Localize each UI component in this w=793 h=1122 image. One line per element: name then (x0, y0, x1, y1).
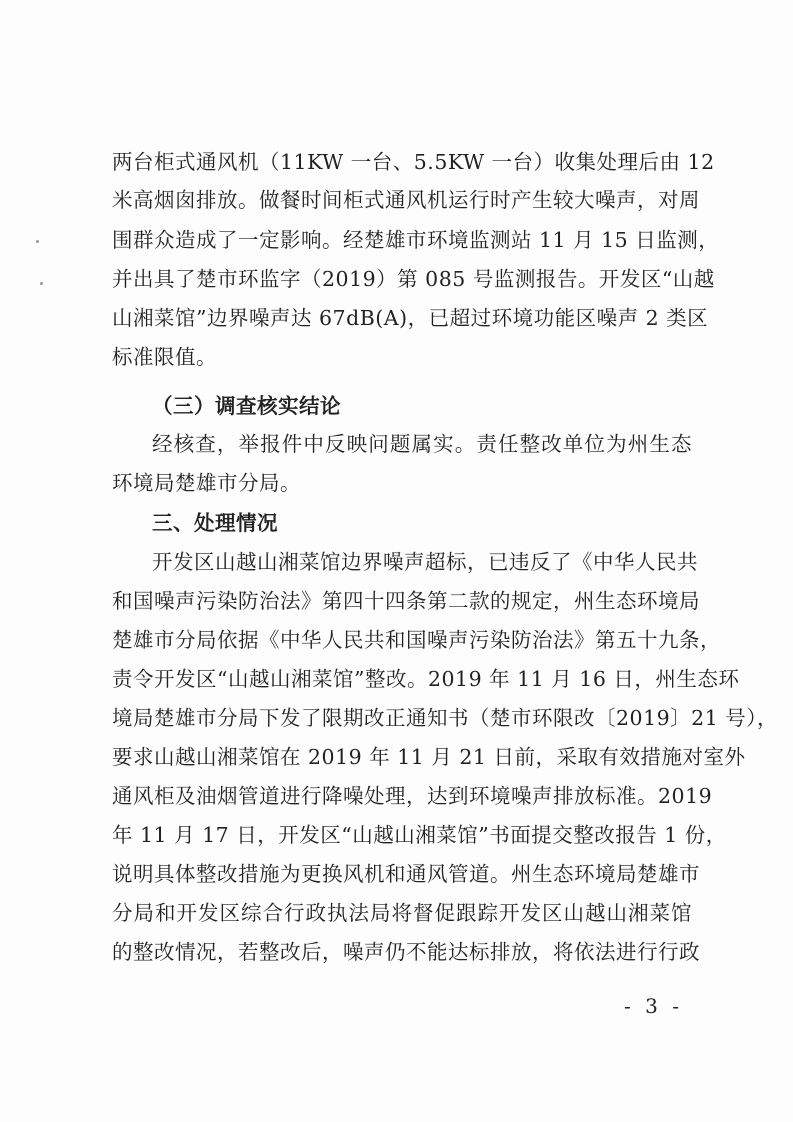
scan-speck (36, 240, 39, 243)
body-text-line: 和国噪声污染防治法》第四十四条第二款的规定，州生态环境局 (112, 589, 700, 613)
body-text-line: 要求山越山湘菜馆在 2019 年 11 月 21 日前，采取有效措施对室外 (112, 745, 746, 769)
body-text-line: 的整改情况，若整改后，噪声仍不能达标排放，将依法进行行政 (112, 940, 700, 964)
body-text-line: 境局楚雄市分局下发了限期改正通知书（楚市环限改〔2019〕21 号）， (112, 706, 779, 730)
body-text-line: 通风柜及油烟管道进行降噪处理，达到环境噪声排放标准。2019 (112, 784, 713, 808)
body-text-line: 楚雄市分局依据《中华人民共和国噪声污染防治法》第五十九条， (112, 628, 721, 652)
scan-speck (40, 282, 43, 285)
body-text-line: 米高烟囱排放。做餐时间柜式通风机运行时产生较大噪声，对周 (112, 188, 700, 212)
body-text-line: 责令开发区“山越山湘菜馆”整改。2019 年 11 月 16 日，州生态环 (112, 667, 740, 691)
body-text-line: 经核查，举报件中反映问题属实。责任整改单位为州生态 (152, 432, 692, 456)
section-heading-handling: 三、处理情况 (152, 511, 278, 535)
body-text-line: 两台柜式通风机（11KW 一台、5.5KW 一台）收集处理后由 12 (112, 150, 715, 174)
body-text-line: 环境局楚雄市分局。 (112, 471, 301, 495)
body-text-line: 标准限值。 (112, 345, 217, 369)
body-text-line: 并出具了楚市环监字（2019）第 085 号监测报告。开发区“山越 (112, 267, 715, 291)
body-text-line: 年 11 月 17 日，开发区“山越山湘菜馆”书面提交整改报告 1 份， (112, 823, 727, 847)
body-text-line: 围群众造成了一定影响。经楚雄市环境监测站 11 月 15 日监测， (112, 228, 720, 252)
body-text-line: 分局和开发区综合行政执法局将督促跟踪开发区山越山湘菜馆 (112, 901, 692, 925)
body-text-line: 说明具体整改措施为更换风机和通风管道。州生态环境局楚雄市 (112, 862, 700, 886)
page-number: - 3 - (624, 994, 683, 1018)
body-text-line: 开发区山越山湘菜馆边界噪声超标，已违反了《中华人民共 (152, 550, 698, 574)
section-heading-conclusion: （三）调查核实结论 (152, 394, 341, 418)
body-text-line: 山湘菜馆”边界噪声达 67dB(A)，已超过环境功能区噪声 2 类区 (112, 306, 709, 330)
